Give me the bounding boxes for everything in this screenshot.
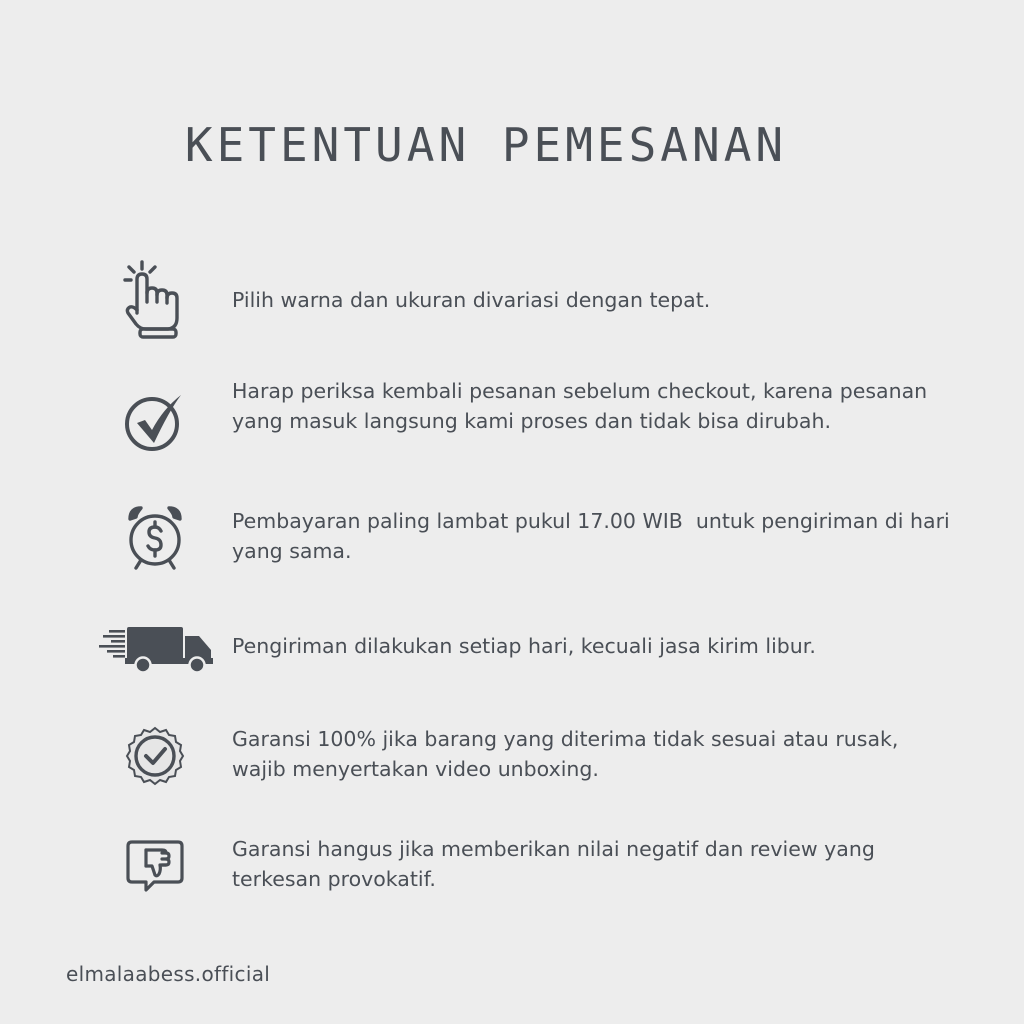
footer-account-name: elmalaabess.official [66, 962, 271, 986]
rule-text-4: Pengiriman dilakukan setiap hari, kecuali jasa kirim libur. [232, 634, 816, 658]
rule-text-6: Garansi hangus jika memberikan nilai negatif dan review yang terkesan provokatif. [232, 837, 882, 891]
check-circle-icon [90, 388, 220, 454]
page-title: KETENTUAN PEMESANAN [184, 118, 788, 172]
rule-item-1 [90, 258, 950, 340]
guarantee-badge-icon [90, 724, 220, 788]
rule-text-3: Pembayaran paling lambat pukul 17.00 WIB untuk pengiriman di hari yang sama. [232, 509, 957, 563]
rule-text-2: Harap periksa kembali pesanan sebelum checkout, karena pesanan yang masuk langsung kami proses dan tidak bisa dirubah. [232, 379, 934, 433]
money-alarm-clock-icon [90, 503, 220, 573]
rule-item-3 [90, 503, 957, 573]
rule-item-5 [90, 724, 950, 796]
rule-text-5: Garansi 100% jika barang yang diterima tidak sesuai atau rusak, wajib menyertakan video unboxing. [232, 727, 905, 781]
rule-item-6 [90, 834, 950, 906]
delivery-truck-icon [92, 620, 222, 676]
pointing-hand-icon [90, 258, 220, 340]
rule-text-1: Pilih warna dan ukuran divariasi dengan tepat. [232, 288, 711, 312]
rule-item-4 [90, 620, 950, 676]
rule-item-2 [90, 376, 950, 468]
thumbs-down-bubble-icon [90, 836, 220, 896]
